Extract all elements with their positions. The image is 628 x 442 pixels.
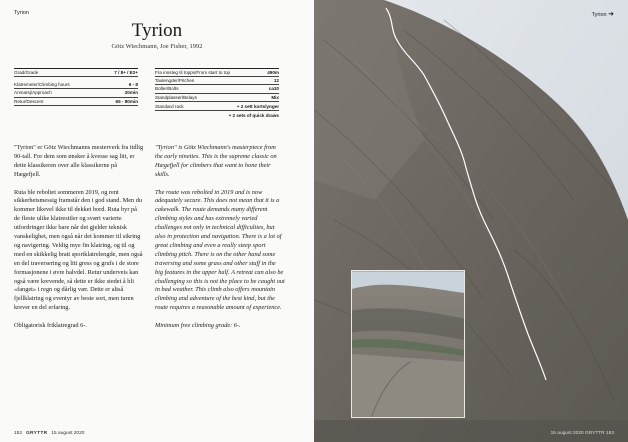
stat-value: + 2 sett kortslynger xyxy=(236,103,279,109)
stat-label: Bolter/Bolts xyxy=(155,86,179,92)
stat-label: Klatremeter/Climbing hours xyxy=(14,81,70,87)
stat-label: Grad/Grade xyxy=(14,69,39,75)
stat-row xyxy=(155,77,279,86)
body-paragraph: Obligatorisk friklatregrad 6-. xyxy=(14,322,87,330)
stat-label: Standplasser/Belays xyxy=(155,95,197,101)
stat-value: 6 - 8 xyxy=(128,81,138,87)
stat-row xyxy=(155,68,279,77)
stat-value: 490m xyxy=(267,69,279,75)
stat-value: 65 - 80min xyxy=(115,99,138,105)
arrow-right-icon: ➜ xyxy=(608,11,614,18)
page-number: 152 xyxy=(14,431,23,436)
stat-value: Mix xyxy=(271,95,279,101)
body-paragraph: Minimum free climbing grade: 6-. xyxy=(155,322,241,330)
stat-label: Taulengder/Pitches xyxy=(155,77,195,83)
inset-photo xyxy=(351,270,465,418)
stat-value: + 2 sets of quick draws xyxy=(228,112,279,118)
body-paragraph: "Tyrion" is Götz Wiechmann's masterpiece from the early nineties. This is the supreme classic on Hægefjell for climbers that want to hone their skills. xyxy=(155,144,277,178)
stat-value: 12 xyxy=(273,77,279,83)
stat-row xyxy=(155,111,279,120)
stat-label: Anmarsj/Approach xyxy=(14,90,52,96)
stat-label: Standard rack xyxy=(155,103,184,109)
stat-value: 7 / 8+ / E2+ xyxy=(114,69,138,75)
stat-value: ca10 xyxy=(268,86,279,92)
english-column xyxy=(155,144,285,340)
stat-row xyxy=(14,89,138,98)
stat-label: Retur/Descent xyxy=(14,99,44,105)
stat-row xyxy=(14,68,138,77)
norwegian-column xyxy=(14,144,144,340)
right-page xyxy=(314,0,628,442)
body-paragraph: "Tyrion" er Götz Wiechmanns mesterverk fra tidlig 90-tall. For dem som ønsker å kvesse sag litt, er dette klassikeren over alle klassikerne på Hægefjell. xyxy=(14,144,144,178)
page-footer xyxy=(14,431,84,436)
stat-row xyxy=(14,81,138,90)
stat-row xyxy=(155,102,279,111)
body-paragraph: The route was rebolted in 2019 and is now adequately secure. This does not mean that it is a cakewalk. The route demands many different climbing styles and has extremely varied challenges not only in technical difficulties, but also in protection and navigation. There is a lot of great climbing and even a really steep sport climbing pitch. There is on the other hand some traversing and some grass and other stuff in the big features in the upper half. A retreat can also be challenging so this is not the place to be caught out in bad weather. This climb also offers mountain climbing and adventure of the best kind, but the route requires a reasonable amount of experience. xyxy=(155,188,285,312)
stats-table-left xyxy=(14,68,138,106)
stat-row xyxy=(14,98,138,107)
running-head: Tyrion xyxy=(14,10,29,16)
stat-label: Fra innsteg til topps/From start to top xyxy=(155,69,231,75)
right-page-footer: 15 august 2020 GRYTTR 153 xyxy=(550,431,614,436)
stats-table-right xyxy=(155,68,279,120)
running-head-right: Tyrion ➜ xyxy=(591,11,614,18)
stat-value: 20min xyxy=(124,90,138,96)
issue-date: 15 august 2020 xyxy=(51,431,85,436)
page-title: Tyrion xyxy=(131,20,183,41)
stat-row xyxy=(155,94,279,103)
stat-row xyxy=(155,85,279,94)
page-subtitle: Götz Wiechmann, Joe Fisher, 1992 xyxy=(111,43,203,50)
brand-name: GRYTTR xyxy=(26,431,48,436)
body-paragraph: Ruta ble reboltet sommeren 2019, og rent sikkerhetsmessig framstår den i god stand. Men du kommer likevel ikke til dekket bord. Ruta byr på de fleste ulike klatrestiler og svært varierte utfordringer ikke bare når det gjelder teknisk vanskelighet, men også når det kommer til sikring og navigering. Veldig mye fin klatring, og til og med en skikkelig bratt sportklatrelengde, men også en del traversering og litt gress og grufs i de store formasjonene i øvre halvdel. Retur underveis kan også være krevende, så dette er ikke stedet å bli «fanget» i regn og dårlig vær. Dette er altså fjellklatring og eventyr av beste sort, men turen krever en del erfaring. xyxy=(14,188,143,312)
